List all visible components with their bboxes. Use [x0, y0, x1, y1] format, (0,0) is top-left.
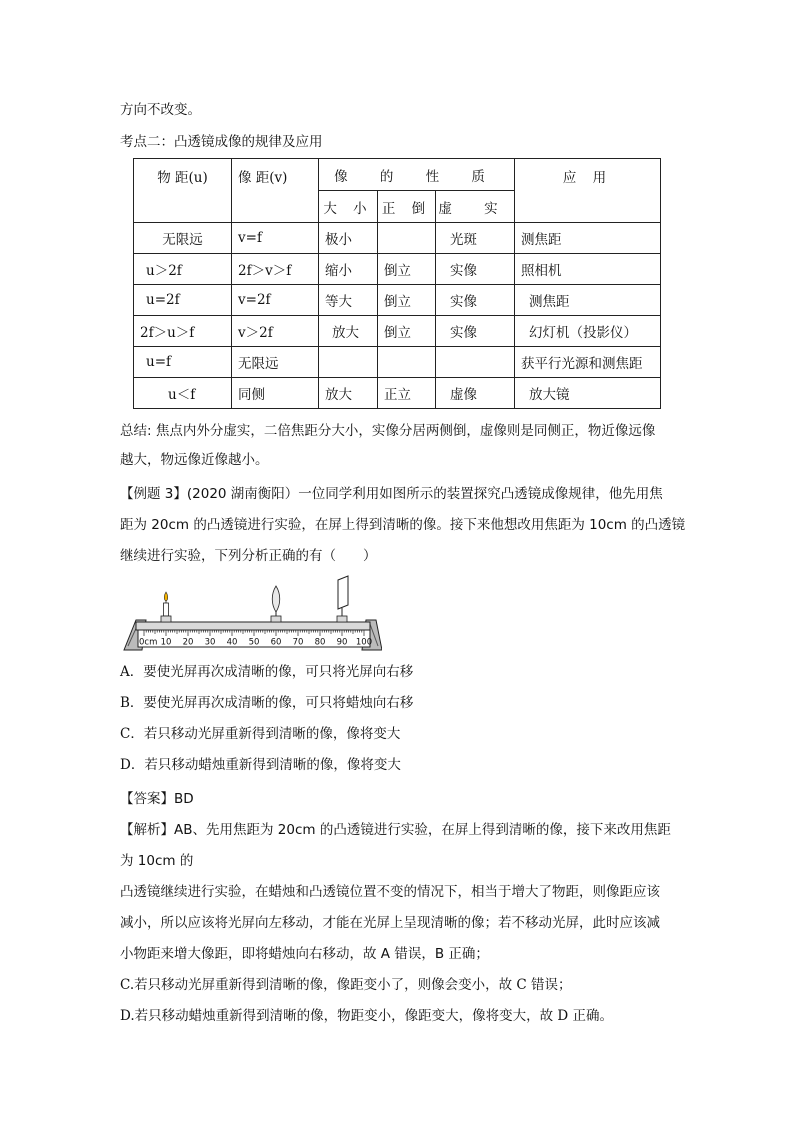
cell-nature: 实像	[436, 316, 515, 347]
cell-app: 测焦距	[515, 285, 661, 316]
bench-rail	[136, 622, 370, 630]
ruler-tick-label: 70	[292, 637, 304, 648]
screen-holder	[337, 616, 347, 622]
option-d: D．若只移动蜡烛重新得到清晰的像，像将变大	[120, 757, 401, 773]
section-title: 考点二：凸透镜成像的规律及应用	[120, 134, 323, 150]
cell-orientation: 倒立	[378, 285, 436, 316]
analysis-line-7: D.若只移动蜡烛重新得到清晰的像，物距变小，像距变大，像将变大，故 D 正确。	[120, 1008, 614, 1024]
ruler-tick-label: 10	[160, 637, 172, 648]
cell-u: 2f＞u＞f	[134, 316, 232, 347]
analysis-line-1: 【解析】AB、先用焦距为 20cm 的凸透镜进行实验，在屏上得到清晰的像，接下来改用焦距	[120, 822, 671, 838]
cell-app: 测焦距	[515, 223, 661, 254]
analysis-line-6: C.若只移动光屏重新得到清晰的像，像距变小了，则像会变小，故 C 错误；	[120, 977, 572, 993]
intro-line: 方向不改变。	[120, 102, 201, 118]
lens-holder	[271, 616, 281, 622]
table-row	[134, 285, 661, 316]
analysis-line-2: 为 10cm 的	[120, 853, 194, 869]
header-orientation: 正 倒	[378, 191, 436, 223]
ruler-tick-label: 40	[226, 637, 238, 648]
cell-u: u=2f	[134, 285, 232, 316]
ruler-tick-label: 60	[270, 637, 282, 648]
cell-app: 放大镜	[515, 378, 661, 409]
cell-nature	[436, 347, 515, 378]
cell-orientation: 正立	[378, 378, 436, 409]
cell-app: 照相机	[515, 254, 661, 285]
cell-app: 获平行光源和测焦距	[515, 347, 661, 378]
candle-body	[164, 603, 169, 616]
analysis-line-4: 减小，所以应该将光屏向左移动，才能在光屏上呈现清晰的像；若不移动光屏，此时应该减	[120, 915, 660, 931]
header-real-virtual: 虚 实	[436, 191, 515, 223]
header-application: 应 用	[515, 159, 661, 223]
cell-nature: 实像	[436, 254, 515, 285]
cell-nature: 虚像	[436, 378, 515, 409]
example-line-1: 【例题 3】(2020 湖南衡阳）一位同学利用如图所示的装置探究凸透镜成像规律，他先用焦	[120, 486, 663, 502]
example-line-2: 距为 20cm 的凸透镜进行实验，在屏上得到清晰的像。接下来他想改用焦距为 10cm 的凸透镜	[120, 517, 686, 533]
option-b: B．要使光屏再次成清晰的像，可只将蜡烛向右移	[120, 695, 414, 711]
table-row	[134, 347, 661, 378]
cell-size: 放大	[319, 378, 378, 409]
cell-u: u=f	[134, 347, 232, 378]
table-row	[134, 378, 661, 409]
ruler-tick-label: 100	[355, 637, 373, 648]
option-c: C．若只移动光屏重新得到清晰的像，像将变大	[120, 726, 401, 742]
candle	[161, 592, 171, 622]
imaging-law-table	[133, 158, 661, 409]
candle-holder	[161, 616, 171, 622]
cell-orientation: 倒立	[378, 316, 436, 347]
header-size: 大 小	[319, 191, 378, 223]
cell-orientation	[378, 223, 436, 254]
answer: 【答案】BD	[120, 791, 194, 807]
candle-flame	[164, 592, 167, 601]
analysis-line-5: 小物距来增大像距，即将蜡烛向右移动，故 A 错误，B 正确；	[120, 946, 489, 962]
cell-size: 放大	[319, 316, 378, 347]
light-screen	[337, 576, 348, 622]
cell-size: 等大	[319, 285, 378, 316]
table-row	[134, 316, 661, 347]
summary-line-2: 越大，物远像近像越小。	[120, 452, 269, 468]
cell-u: u＜f	[134, 378, 232, 409]
table-row	[134, 223, 661, 254]
cell-nature: 实像	[436, 285, 515, 316]
cell-v: 无限远	[232, 347, 319, 378]
example-line-3: 继续进行实验，下列分析正确的有（ ）	[120, 548, 377, 564]
cell-nature: 光斑	[436, 223, 515, 254]
ruler-tick-label: 80	[314, 637, 326, 648]
ruler-tick-label: 30	[204, 637, 216, 648]
cell-u: 无限远	[134, 223, 232, 254]
lens-body	[272, 586, 280, 612]
cell-orientation: 倒立	[378, 254, 436, 285]
cell-u: u＞2f	[134, 254, 232, 285]
cell-v: v＞2f	[232, 316, 319, 347]
header-object-distance: 物 距(u)	[134, 159, 232, 223]
screen-panel	[338, 576, 348, 609]
cell-app: 幻灯机（投影仪）	[515, 316, 661, 347]
optical-bench-figure	[120, 574, 382, 654]
cell-orientation	[378, 347, 436, 378]
header-image-properties: 像 的 性 质	[319, 159, 515, 191]
cell-size: 极小	[319, 223, 378, 254]
cell-v: v=f	[232, 223, 319, 254]
ruler-tick-label: 50	[248, 637, 260, 648]
table-row	[134, 254, 661, 285]
summary-line-1: 总结: 焦点内外分虚实，二倍焦距分大小，实像分居两侧倒，虚像则是同侧正，物近像远像	[120, 423, 656, 439]
ruler-tick-label: 0cm	[139, 637, 158, 648]
header-image-distance: 像 距(v)	[232, 159, 319, 223]
cell-size	[319, 347, 378, 378]
cell-v: 2f＞v＞f	[232, 254, 319, 285]
cell-v: v=2f	[232, 285, 319, 316]
cell-v: 同侧	[232, 378, 319, 409]
convex-lens	[271, 586, 281, 622]
analysis-line-3: 凸透镜继续进行实验，在蜡烛和凸透镜位置不变的情况下，相当于增大了物距，则像距应该	[120, 884, 660, 900]
ruler-tick-label: 90	[336, 637, 348, 648]
cell-size: 缩小	[319, 254, 378, 285]
ruler-tick-label: 20	[182, 637, 194, 648]
option-a: A．要使光屏再次成清晰的像，可只将光屏向右移	[120, 664, 414, 680]
